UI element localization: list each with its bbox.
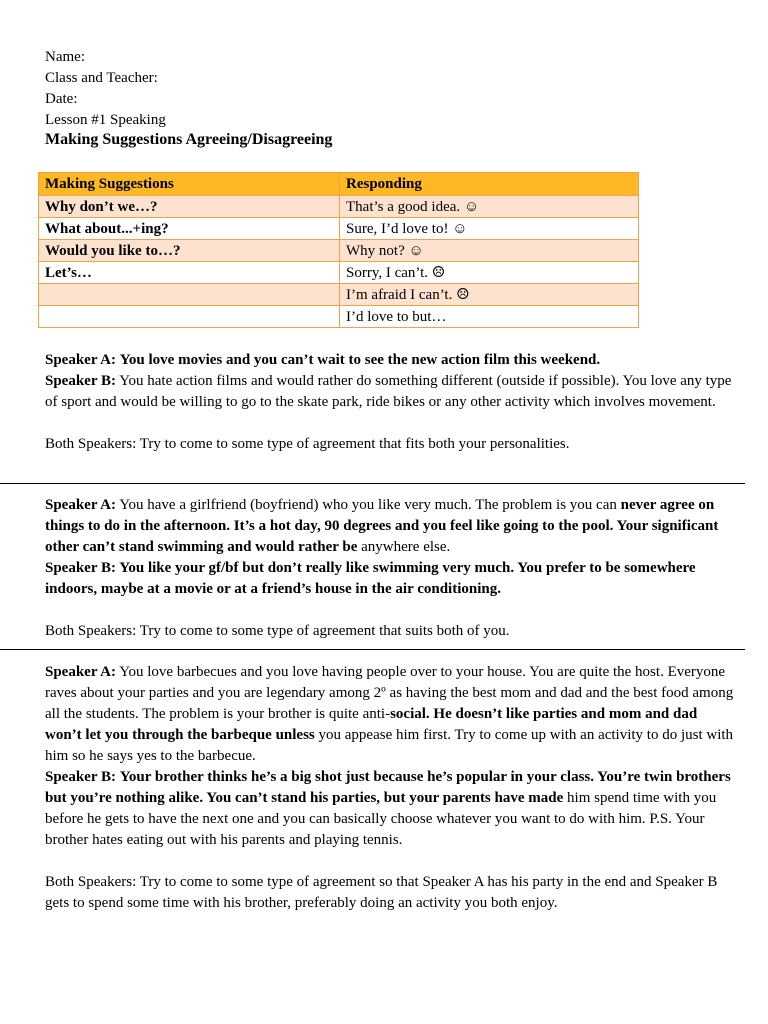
- table-row: [39, 240, 639, 262]
- both-speakers-instruction: Both Speakers: Try to come to some type of agreement that fits both your personalities.: [45, 436, 570, 452]
- speaker-a-text: You love movies and you can’t wait to see the new action film this weekend.: [119, 352, 601, 368]
- speaker-a-label: Speaker A:: [45, 497, 116, 513]
- table-cell: Why not? ☺: [340, 240, 639, 262]
- speaker-b-text: him spend time with you before he gets to have the next one and you can basically choose whatever you want to do with him. P.S. Your brother hates eating out with his parents and playing tennis.: [45, 790, 717, 848]
- lesson-label: Lesson #1 Speaking: [45, 112, 166, 128]
- speaker-a-paragraph: [45, 495, 735, 558]
- scenario-3: [45, 662, 735, 914]
- scenario-2: [45, 495, 735, 642]
- table-header-row: [39, 173, 639, 196]
- speaker-b-paragraph: [45, 558, 735, 600]
- table-cell: Sure, I’d love to! ☺: [340, 218, 639, 240]
- name-label: Name:: [45, 49, 85, 65]
- table-cell: [39, 284, 340, 306]
- speaker-a-paragraph: [45, 350, 735, 371]
- suggestions-table: [38, 172, 639, 328]
- speaker-b-text: You hate action films and would rather do something different (outside if possible). You love any type of sport and would be willing to go to the skate park, ride bikes or any other activity which involves movement.: [45, 373, 732, 410]
- table-cell: That’s a good idea. ☺: [340, 196, 639, 218]
- column-header-suggestions: Making Suggestions: [39, 173, 340, 196]
- column-header-responding: Responding: [340, 173, 639, 196]
- speaker-b-paragraph: [45, 371, 735, 413]
- table-cell: What about...+ing?: [39, 218, 340, 240]
- speaker-a-text: You love barbecues and you love having people over to your house. You are quite the host. Everyone raves about your parties and you are legendary among 2º as having the best mom and dad and the best food among all the students. The problem is your brother is quite anti-: [45, 664, 734, 722]
- speaker-a-label: Speaker A:: [45, 664, 116, 680]
- table-row: [39, 218, 639, 240]
- table-cell: I’d love to but…: [340, 306, 639, 328]
- speaker-a-text-bold: social. He doesn’t like parties and mom and dad won’t let you through the barbeque unless: [45, 706, 698, 743]
- page-title: Making Suggestions Agreeing/Disagreeing: [45, 131, 333, 148]
- section-divider: [0, 483, 745, 484]
- speaker-b-text-bold: Your brother thinks he’s a big shot just because he’s popular in your class. You’re twin brothers but you’re nothing alike. You can’t stand his parties, but your parents have made: [45, 769, 731, 806]
- scenario-1: [45, 350, 735, 455]
- section-divider: [0, 649, 745, 650]
- speaker-b-paragraph: [45, 767, 735, 851]
- table-cell: [39, 306, 340, 328]
- class-teacher-label: Class and Teacher:: [45, 70, 158, 86]
- speaker-a-text-bold: never agree on things to do in the afternoon. It’s a hot day, 90 degrees and you feel like going to the pool. Your significant other can’t stand swimming and would rather be: [45, 497, 719, 555]
- date-label: Date:: [45, 91, 78, 107]
- speaker-b-label: Speaker B:: [45, 373, 116, 389]
- speaker-b-label: Speaker B:: [45, 769, 116, 785]
- speaker-b-label: Speaker B:: [45, 560, 116, 576]
- table-cell: I’m afraid I can’t. ☹: [340, 284, 639, 306]
- table-cell: Sorry, I can’t. ☹: [340, 262, 639, 284]
- speaker-b-text: You like your gf/bf but don’t really like swimming very much. You prefer to be somewhere indoors, maybe at a movie or at a friend’s house in the air conditioning.: [45, 560, 696, 597]
- table-cell: Would you like to…?: [39, 240, 340, 262]
- table-cell: Why don’t we…?: [39, 196, 340, 218]
- table-row: [39, 262, 639, 284]
- table-row: [39, 284, 639, 306]
- table-cell: Let’s…: [39, 262, 340, 284]
- speaker-a-text: You have a girlfriend (boyfriend) who you like very much. The problem is you can: [119, 497, 617, 513]
- speaker-a-text-end: you appease him first. Try to come up with an activity to do just with him so he says yes to the barbecue.: [45, 727, 734, 764]
- table-row: [39, 196, 639, 218]
- both-speakers-instruction: Both Speakers: Try to come to some type of agreement so that Speaker A has his party in the end and Speaker B gets to spend some time with his brother, preferably doing an activity you both enjoy.: [45, 874, 718, 911]
- speaker-a-paragraph: [45, 662, 735, 767]
- table-row: [39, 306, 639, 328]
- speaker-a-text-end: anywhere else.: [361, 539, 451, 555]
- both-speakers-instruction: Both Speakers: Try to come to some type of agreement that suits both of you.: [45, 623, 510, 639]
- speaker-a-label: Speaker A:: [45, 352, 116, 368]
